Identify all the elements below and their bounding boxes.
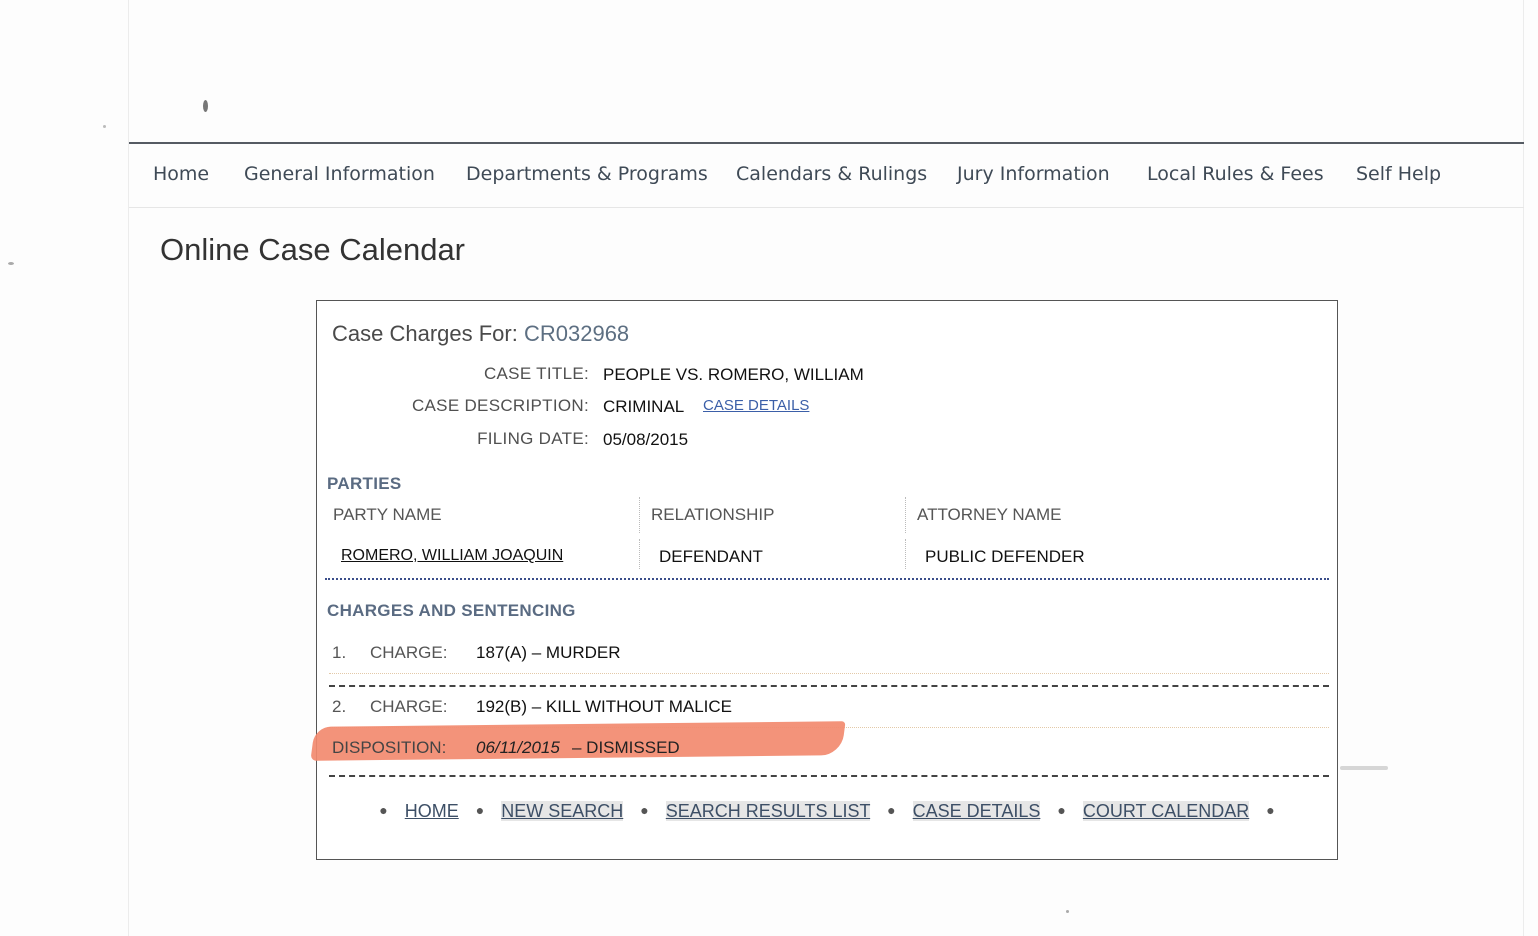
column-divider xyxy=(639,497,641,533)
charge-value: 192(B) – KILL WITHOUT MALICE xyxy=(476,697,733,716)
bullet-icon: ● xyxy=(640,802,649,818)
page-frame-left xyxy=(128,0,129,936)
disposition-text: – DISMISSED xyxy=(572,738,680,757)
bullet-icon: ● xyxy=(1266,802,1275,818)
filing-date-label: FILING DATE: xyxy=(477,429,589,448)
nav-self-help[interactable]: Self Help xyxy=(1356,163,1442,185)
page-frame-right xyxy=(1523,0,1524,936)
nav-departments-programs[interactable]: Departments & Programs xyxy=(466,163,708,185)
party-attorney: PUBLIC DEFENDER xyxy=(925,547,1085,566)
charge-number: 1. xyxy=(332,643,347,662)
scan-speck xyxy=(203,100,208,112)
bullet-icon: ● xyxy=(379,802,388,818)
disposition-label: DISPOSITION: xyxy=(332,738,447,757)
column-divider xyxy=(639,539,641,569)
parties-heading: PARTIES xyxy=(327,474,402,493)
footer-home-link[interactable]: HOME xyxy=(404,801,459,821)
charge-separator xyxy=(329,685,1329,687)
nav-home[interactable]: Home xyxy=(153,163,210,185)
charge-label: CHARGE: xyxy=(370,697,448,716)
charge-value: 187(A) – MURDER xyxy=(476,643,621,662)
case-number: CR032968 xyxy=(523,321,630,346)
party-relationship: DEFENDANT xyxy=(659,547,763,566)
footer-links xyxy=(317,801,1337,822)
disposition-date: 06/11/2015 xyxy=(476,738,560,757)
scan-speck xyxy=(8,262,14,265)
charge-row-divider xyxy=(329,673,1329,674)
charge-label: CHARGE: xyxy=(370,643,448,662)
column-relationship: RELATIONSHIP xyxy=(651,505,775,524)
footer-case-details-link[interactable]: CASE DETAILS xyxy=(912,801,1041,821)
case-title-label: CASE TITLE: xyxy=(483,364,589,383)
case-heading-prefix: Case Charges For: xyxy=(332,321,518,346)
main-nav xyxy=(129,144,1524,208)
column-party-name: PARTY NAME xyxy=(333,505,442,524)
scan-speck xyxy=(1066,910,1069,913)
charge-number: 2. xyxy=(332,697,347,716)
nav-calendars-rulings[interactable]: Calendars & Rulings xyxy=(736,163,928,185)
case-details-link[interactable]: CASE DETAILS xyxy=(703,397,810,414)
charges-heading: CHARGES AND SENTENCING xyxy=(327,601,576,620)
footer-new-search-link[interactable]: NEW SEARCH xyxy=(501,801,624,821)
nav-jury-information[interactable]: Jury Information xyxy=(957,163,1110,185)
case-description-value: CRIMINAL xyxy=(603,397,685,416)
column-divider xyxy=(905,539,907,569)
page-title: Online Case Calendar xyxy=(160,232,466,267)
bullet-icon: ● xyxy=(1057,802,1066,818)
footer-search-results-link[interactable]: SEARCH RESULTS LIST xyxy=(665,801,871,821)
scan-speck xyxy=(103,125,106,128)
scan-speck xyxy=(1340,766,1388,770)
filing-date-value: 05/08/2015 xyxy=(603,430,689,449)
charges-end-separator xyxy=(329,775,1329,777)
bullet-icon: ● xyxy=(475,802,485,818)
case-charges-panel xyxy=(316,300,1338,860)
case-description-label: CASE DESCRIPTION: xyxy=(411,396,589,415)
bullet-icon: ● xyxy=(887,802,896,818)
case-title-value: PEOPLE VS. ROMERO, WILLIAM xyxy=(603,365,864,384)
parties-divider xyxy=(325,578,1329,580)
case-heading xyxy=(332,321,629,347)
footer-court-calendar-link[interactable]: COURT CALENDAR xyxy=(1082,801,1250,821)
column-divider xyxy=(905,497,907,533)
nav-local-rules-fees[interactable]: Local Rules & Fees xyxy=(1147,163,1324,185)
column-attorney-name: ATTORNEY NAME xyxy=(917,505,1062,524)
nav-general-information[interactable]: General Information xyxy=(244,163,435,185)
party-name-link[interactable]: ROMERO, WILLIAM JOAQUIN xyxy=(341,547,564,564)
